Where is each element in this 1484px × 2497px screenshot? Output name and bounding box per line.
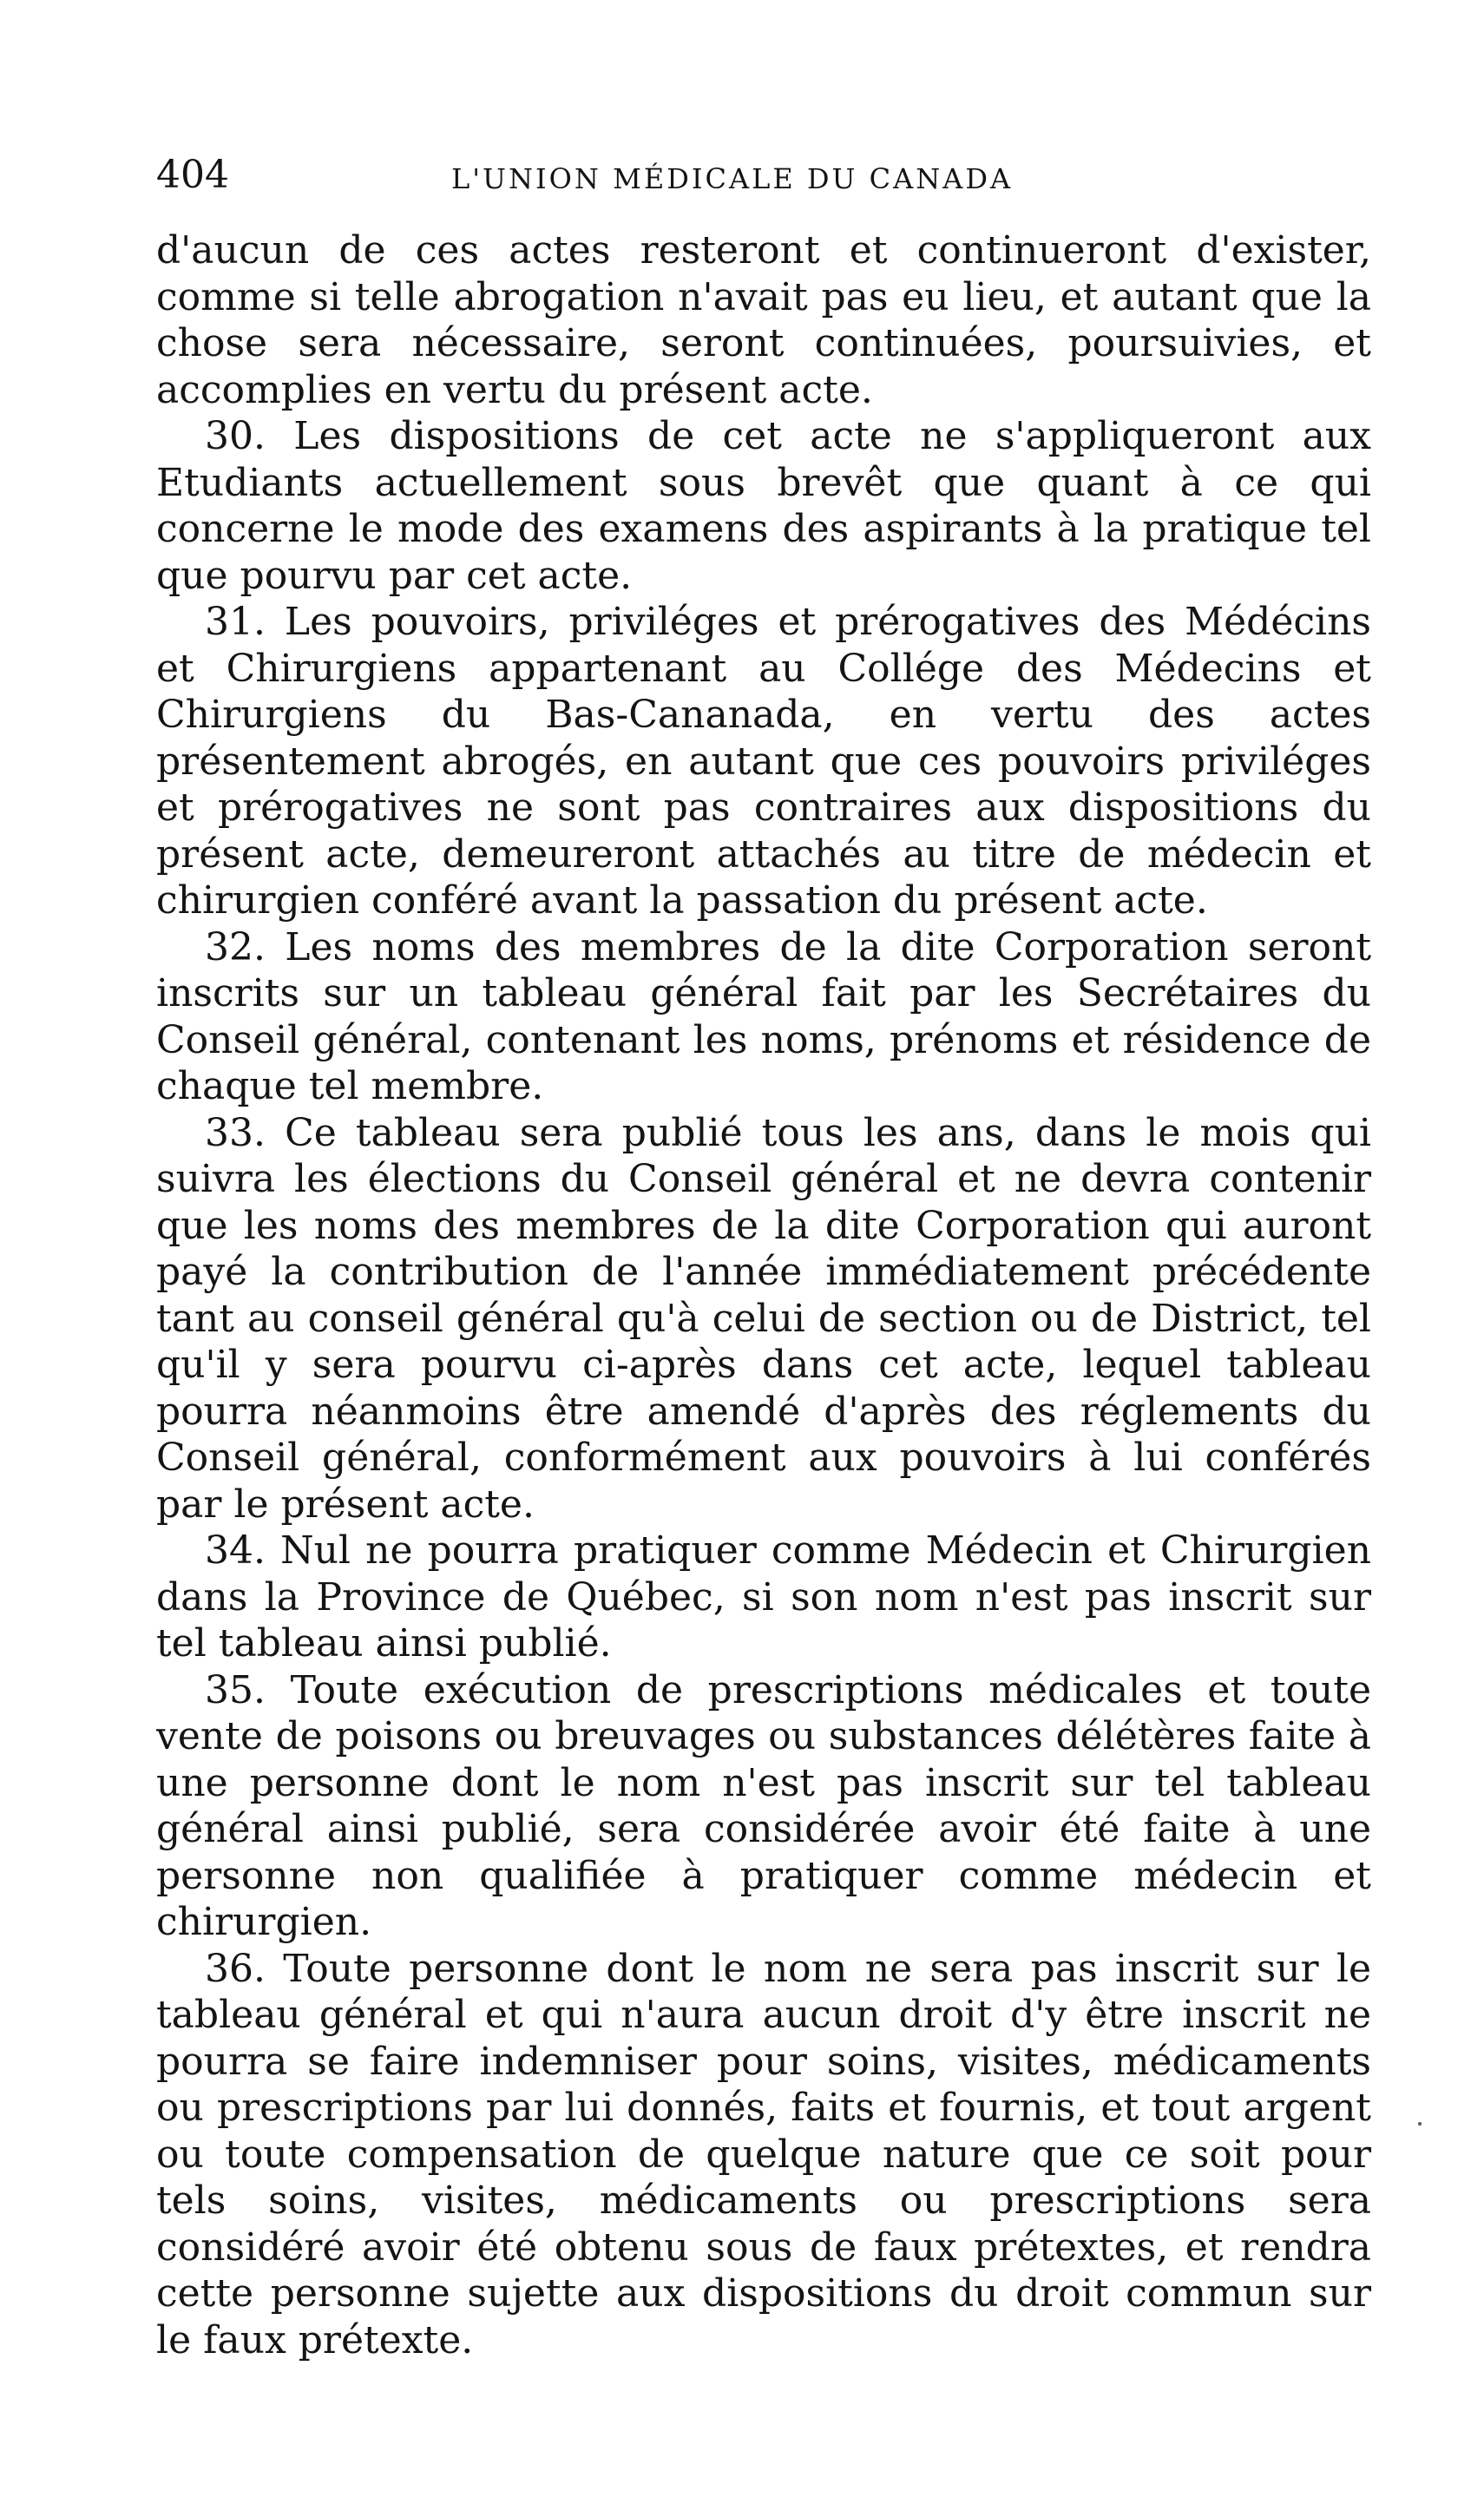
paragraph-section-33: 33. Ce tableau sera publié tous les ans, dans le mois qui suivra les élections du Conseil général et ne devra contenir que les noms des membres de la dite Corporation qui auront payé la contribution de l'année immédiatement précédente tant au conseil général qu'à celui de section ou de District, tel qu'il y sera pourvu ci-après dans cet acte, lequel tableau pourra néanmoins être amendé d'après des réglements du Conseil général, conformément aux pouvoirs à lui conférés par le présent acte. [156, 1110, 1371, 1527]
running-title: L'UNION MÉDICALE DU CANADA [451, 162, 1014, 195]
paragraph-section-34: 34. Nul ne pourra pratiquer comme Médecin et Chirurgien dans la Province de Québec, si son nom n'est pas inscrit sur tel tableau ainsi publié. [156, 1528, 1371, 1666]
paragraph-section-32: 32. Les noms des membres de la dite Corporation seront inscrits sur un tableau général fait par les Secrétaires du Conseil général, contenant les noms, prénoms et résidence de chaque tel membre. [156, 924, 1371, 1108]
paragraph-section-35: 35. Toute exécution de prescriptions médicales et toute vente de poisons ou breuvages ou substances délétères faite à une personne dont le nom n'est pas inscrit sur tel tableau général ainsi publié, sera considérée avoir été faite à une personne non qualifiée à pratiquer comme médecin et chirurgien. [156, 1667, 1371, 1944]
paragraph-section-31: 31. Les pouvoirs, priviléges et prérogatives des Médécins et Chirurgiens appartenant au Collége des Médecins et Chirurgiens du Bas-Cananada, en vertu des actes présentement abrogés, en autant que ces pouvoirs priviléges et prérogatives ne sont pas contraires aux dispositions du présent acte, demeureront attachés au titre de médecin et chirurgien conféré avant la passation du présent acte. [156, 600, 1371, 923]
paragraph-continuation: d'aucun de ces actes resteront et continueront d'exister, comme si telle abrogation n'avait pas eu lieu, et autant que la chose sera nécessaire, seront continuées, poursuivies, et accomplies en vertu du présent acte. [156, 228, 1371, 412]
paragraph-section-36: 36. Toute personne dont le nom ne sera pas inscrit sur le tableau général et qui n'aura aucun droit d'y être inscrit ne pourra se faire indemniser pour soins, visites, médicaments ou prescriptions par lui donnés, faits et fournis, et tout argent ou toute compensation de quelque nature que ce soit pour tels soins, visites, médicaments ou prescriptions sera considéré avoir été obtenu sous de faux prétextes, et rendra cette personne sujette aux dispositions du droit commun sur le faux prétexte. [156, 1946, 1371, 2362]
body-text [156, 227, 1371, 2363]
page-number: 404 [156, 153, 229, 197]
page-header [156, 149, 1371, 201]
ink-speck [1418, 2122, 1422, 2126]
paragraph-section-30: 30. Les dispositions de cet acte ne s'appliqueront aux Etudiants actuellement sous brevêt que quant à ce qui concerne le mode des examens des aspirants à la pratique tel que pourvu par cet acte. [156, 414, 1371, 598]
